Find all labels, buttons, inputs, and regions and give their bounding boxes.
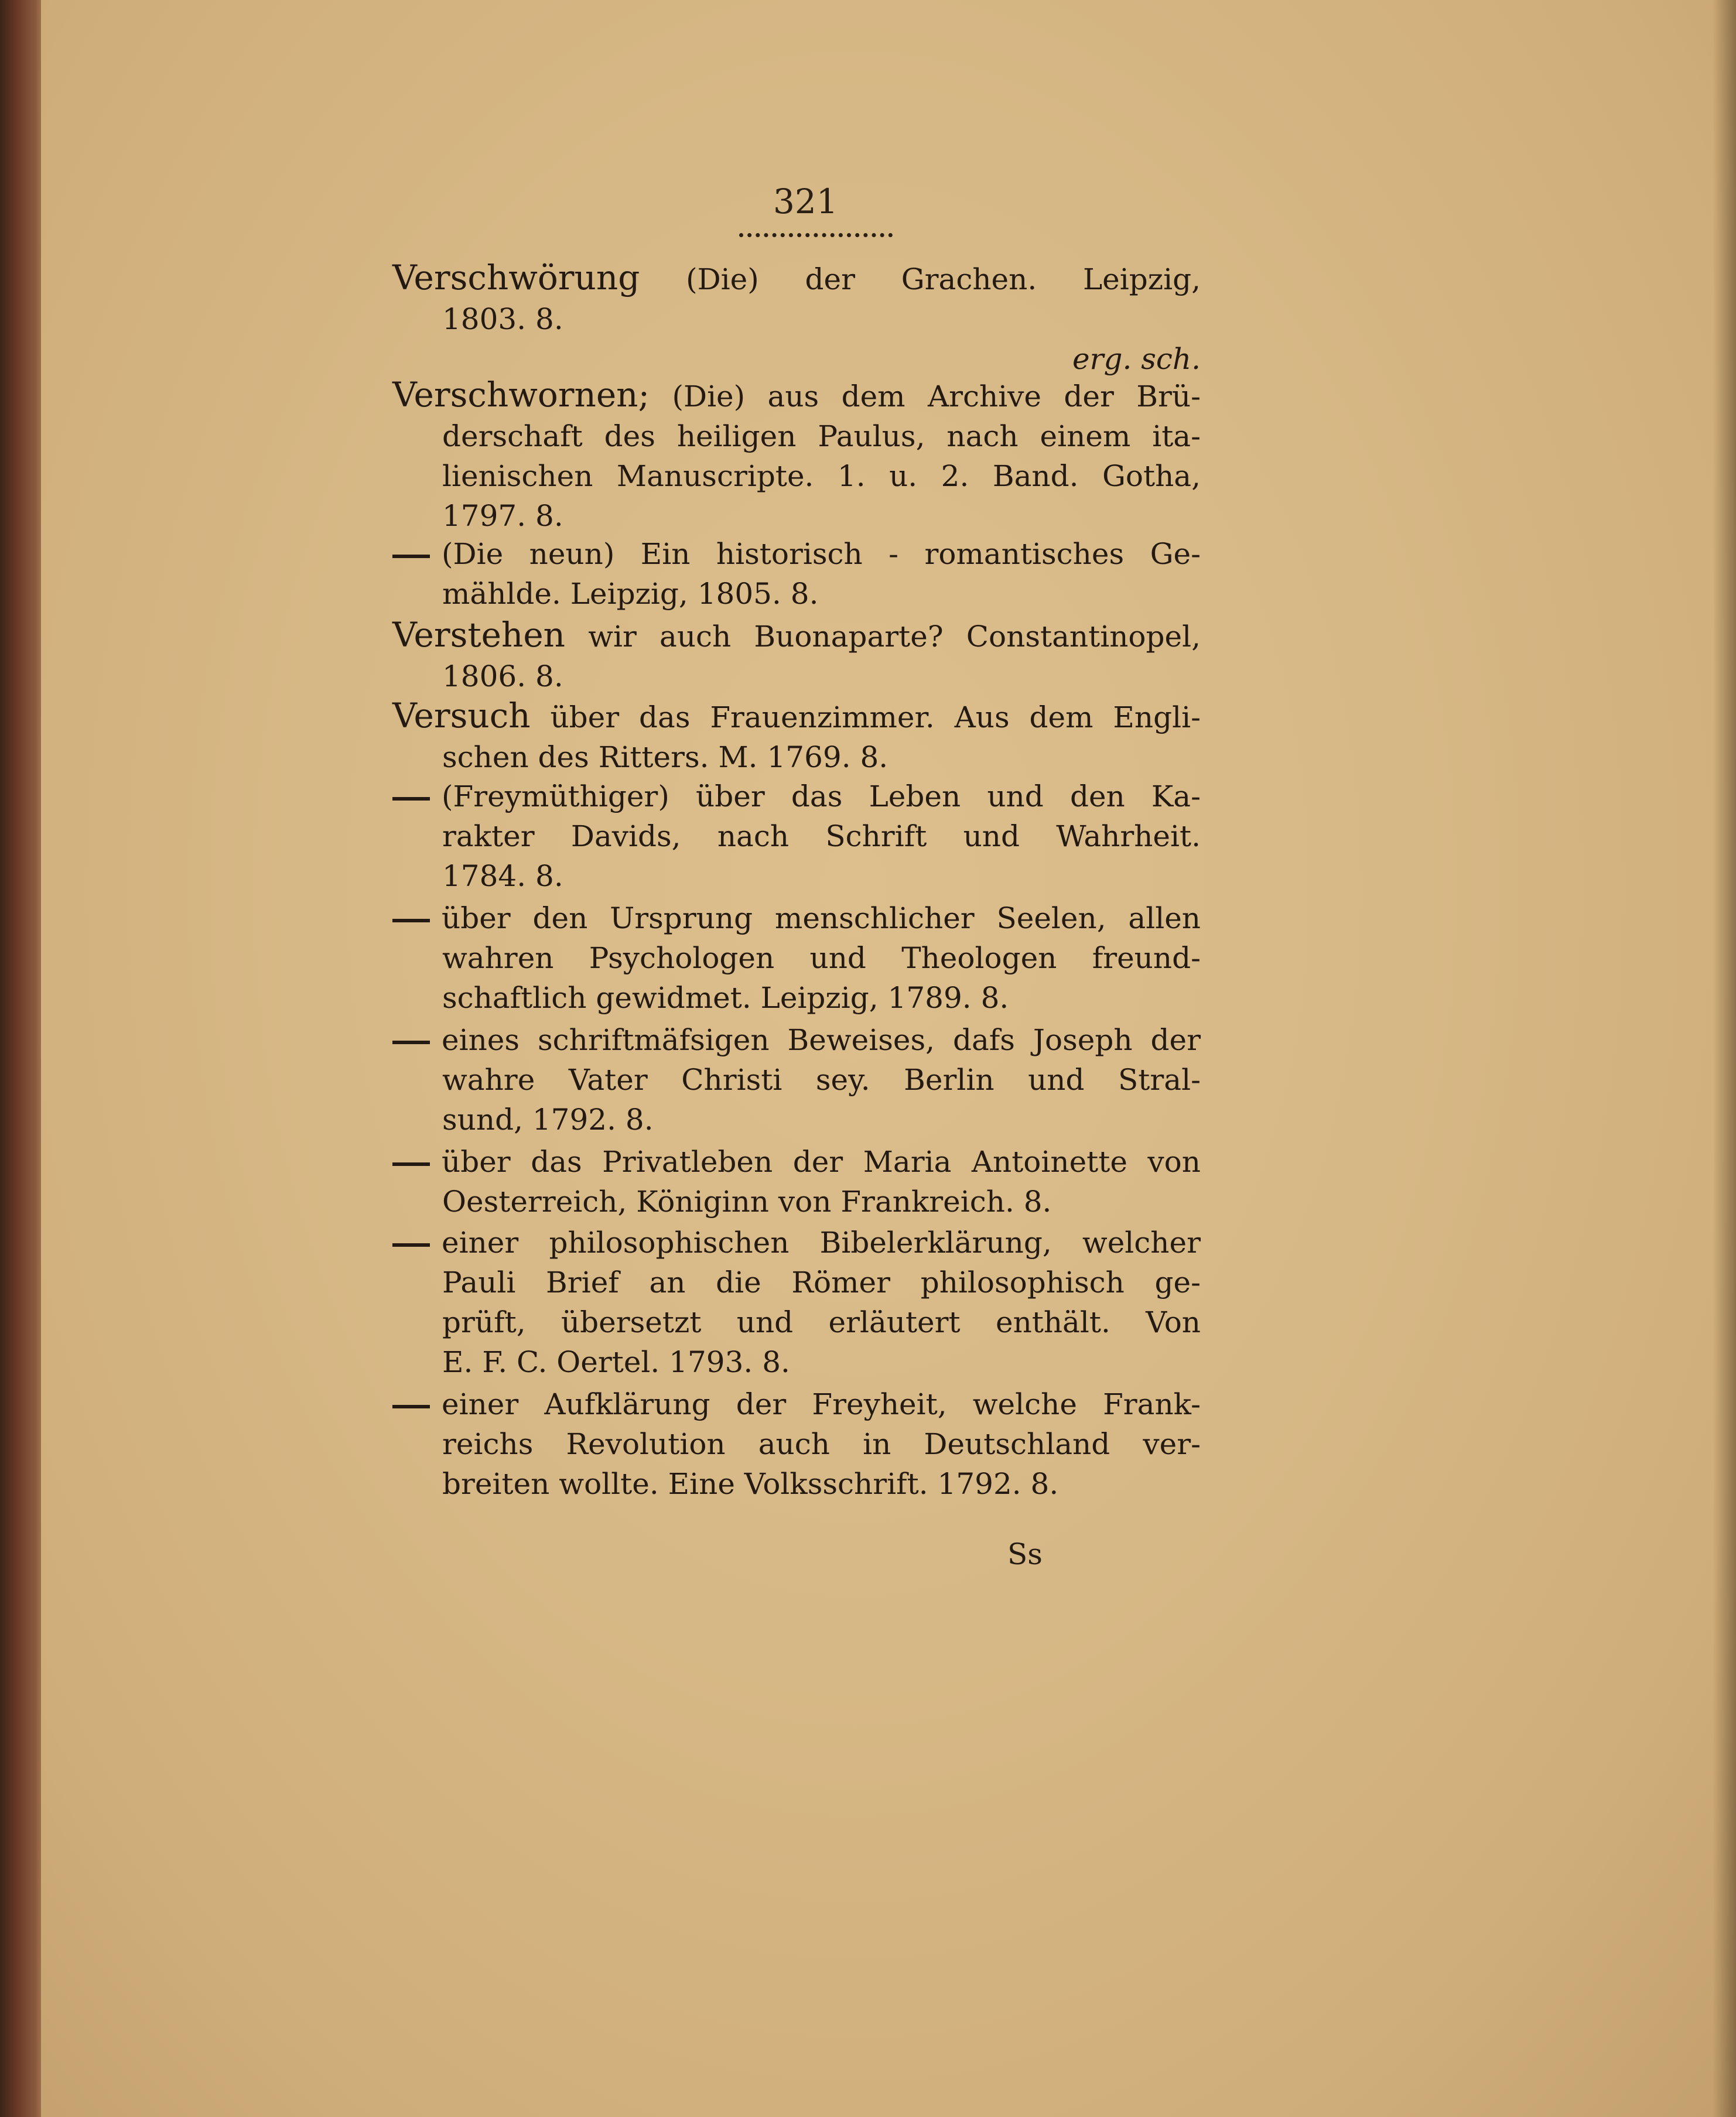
entry-line: (Die neun) Ein historisch - romantisches Ge- (442, 537, 1201, 571)
entry-line: 1784. 8. (442, 859, 563, 893)
entry-line: wahren Psychologen und Theologen freund- (442, 941, 1201, 975)
entry-headword: Verschwörung (392, 258, 640, 297)
entry-line: 1803. 8. (442, 302, 563, 336)
entry-headword: Verschwornen; (392, 375, 650, 415)
entry-line: über das Frauenzimmer. Aus dem Engli- (550, 700, 1201, 734)
ditto-dash (392, 919, 430, 922)
entry-line: schen des Ritters. M. 1769. 8. (442, 740, 888, 774)
ditto-dash (392, 1243, 430, 1247)
catalog-entry (392, 1142, 1201, 1222)
entry-line: schaftlich gewidmet. Leipzig, 1789. 8. (442, 981, 1009, 1015)
entry-line: 1806. 8. (442, 659, 563, 693)
entry-line: derschaft des heiligen Paulus, nach einem ita- (442, 419, 1201, 453)
header-ornament (739, 233, 893, 245)
entry-line: über das Privatleben der Maria Antoinette von (442, 1145, 1201, 1179)
signature-mark: Ss (1007, 1537, 1043, 1571)
entry-line: eines schriftmäfsigen Beweises, dafs Joseph der (442, 1023, 1201, 1057)
entry-line: Pauli Brief an die Römer philosophisch ge- (442, 1266, 1201, 1299)
entry-line: mählde. Leipzig, 1805. 8. (442, 577, 819, 611)
catalog-entry (392, 375, 1201, 536)
catalog-entry (392, 615, 1201, 696)
catalog-entry (392, 696, 1201, 777)
catalog-entry (392, 258, 1201, 379)
entry-headword: Verstehen (392, 615, 566, 655)
entry-line: (Die) der Grachen. Leipzig, (686, 262, 1201, 296)
catalog-entry (392, 777, 1201, 896)
entry-line: sund, 1792. 8. (442, 1103, 654, 1137)
entry-headword: Versuch (392, 696, 531, 736)
entry-line: über den Ursprung menschlicher Seelen, allen (442, 901, 1201, 935)
entry-line: lienischen Manuscripte. 1. u. 2. Band. Gotha, (442, 459, 1201, 493)
entry-line: einer Aufklärung der Freyheit, welche Frank- (442, 1387, 1201, 1421)
ditto-dash (392, 555, 430, 558)
entry-line: rakter Davids, nach Schrift und Wahrheit. (442, 819, 1201, 853)
catalog-entry (392, 1384, 1201, 1504)
entry-line: einer philosophischen Bibelerklärung, welcher (442, 1226, 1201, 1260)
entry-line: (Freymüthiger) über das Leben und den Ka- (442, 779, 1201, 813)
catalog-entry (392, 1020, 1201, 1140)
page-number: 321 (773, 182, 838, 221)
catalog-entry (392, 898, 1201, 1018)
ditto-dash (392, 797, 430, 801)
entry-line: wahre Vater Christi sey. Berlin und Stral- (442, 1063, 1201, 1097)
entry-line: breiten wollte. Eine Volksschrift. 1792. 8. (442, 1467, 1059, 1501)
entry-line: prüft, übersetzt und erläutert enthält. Von (442, 1305, 1201, 1339)
entry-attribution: erg. sch. (1072, 342, 1201, 376)
ditto-dash (392, 1041, 430, 1044)
entry-line: reichs Revolution auch in Deutschland ver- (442, 1427, 1201, 1461)
entry-line: 1797. 8. (442, 499, 563, 533)
catalog-entry (392, 534, 1201, 614)
ditto-dash (392, 1405, 430, 1408)
page-edge-shadow (1713, 0, 1736, 2117)
catalog-entry (392, 1223, 1201, 1382)
entry-line: E. F. C. Oertel. 1793. 8. (442, 1345, 790, 1379)
entry-line: Oesterreich, Königinn von Frankreich. 8. (442, 1185, 1052, 1219)
entry-line: wir auch Buonaparte? Constantinopel, (588, 620, 1201, 654)
ditto-dash (392, 1162, 430, 1166)
entry-line: (Die) aus dem Archive der Brü- (672, 379, 1201, 413)
